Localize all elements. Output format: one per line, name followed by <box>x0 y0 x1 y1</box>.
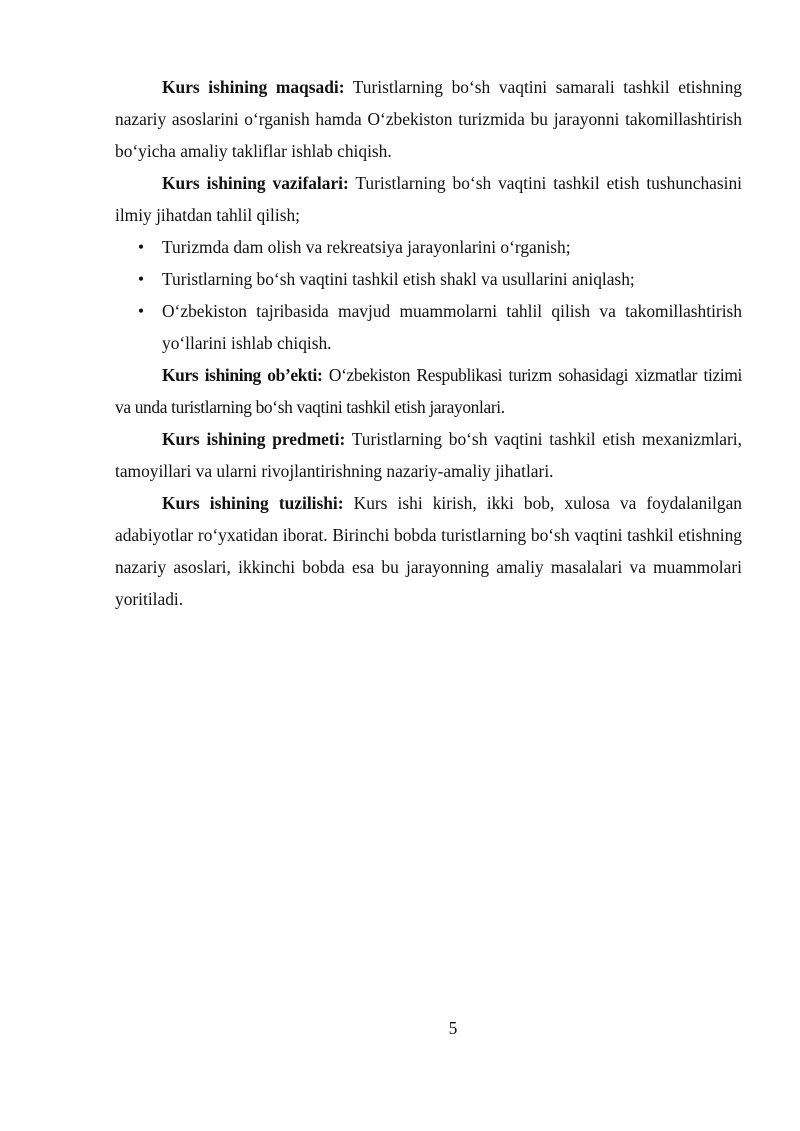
document-page <box>115 71 742 615</box>
structure-label: Kurs ishining tuzilishi: <box>162 493 344 513</box>
tasks-paragraph <box>115 167 742 231</box>
list-item <box>115 231 742 263</box>
list-item-text: Turizmda dam olish va rekreatsiya jarayonlarini o‘rganish; <box>162 237 571 257</box>
goal-label: Kurs ishining maqsadi: <box>162 77 345 97</box>
subject-text: Turistlarning bo‘sh vaqtini tashkil etish mexanizmlari, tamoyillari va ularni rivojlantirishning nazariy-amaliy jihatlari. <box>115 429 742 481</box>
list-item-text: O‘zbekiston tajribasida mavjud muammolarni tahlil qilish va takomillashtirish yo‘llarini ishlab chiqish. <box>162 301 742 353</box>
tasks-label: Kurs ishining vazifalari: <box>162 173 349 193</box>
list-item <box>115 295 742 359</box>
bullet-icon: • <box>138 301 145 321</box>
goal-text: Turistlarning bo‘sh vaqtini samarali tashkil etishning nazariy asoslarini o‘rganish hamda O‘zbekiston turizmida bu jarayonni takomillashtirish bo‘yicha amaliy takliflar ishlab chiqish. <box>115 77 743 161</box>
tasks-bullet-list <box>115 231 742 359</box>
tasks-text: Turistlarning bo‘sh vaqtini tashkil etish tushunchasini ilmiy jihatdan tahlil qilish; <box>115 173 742 225</box>
page-number: 5 <box>448 1018 458 1038</box>
object-paragraph <box>115 359 742 423</box>
list-item <box>115 263 742 295</box>
bullet-icon: • <box>138 269 145 289</box>
structure-paragraph <box>115 487 742 615</box>
object-label: Kurs ishining ob’ekti: <box>162 365 323 385</box>
structure-text: Kurs ishi kirish, ikki bob, xulosa va foydalanilgan adabiyotlar ro‘yxatidan iborat. Birinchi bobda turistlarning bo‘sh vaqtini tashkil etishning nazariy asoslari, ikkinchi bobda esa bu jarayonning amaliy masalalari va muammolari yoritiladi. <box>115 493 743 609</box>
bullet-icon: • <box>138 237 145 257</box>
subject-label: Kurs ishining predmeti: <box>162 429 346 449</box>
goal-paragraph <box>115 71 742 167</box>
subject-paragraph <box>115 423 742 487</box>
list-item-text: Turistlarning bo‘sh vaqtini tashkil etish shakl va usullarini aniqlash; <box>162 269 635 289</box>
object-text: O‘zbekiston Respublikasi turizm sohasidagi xizmatlar tizimi va unda turistlarning bo‘sh vaqtini tashkil etish jarayonlari. <box>115 365 742 417</box>
